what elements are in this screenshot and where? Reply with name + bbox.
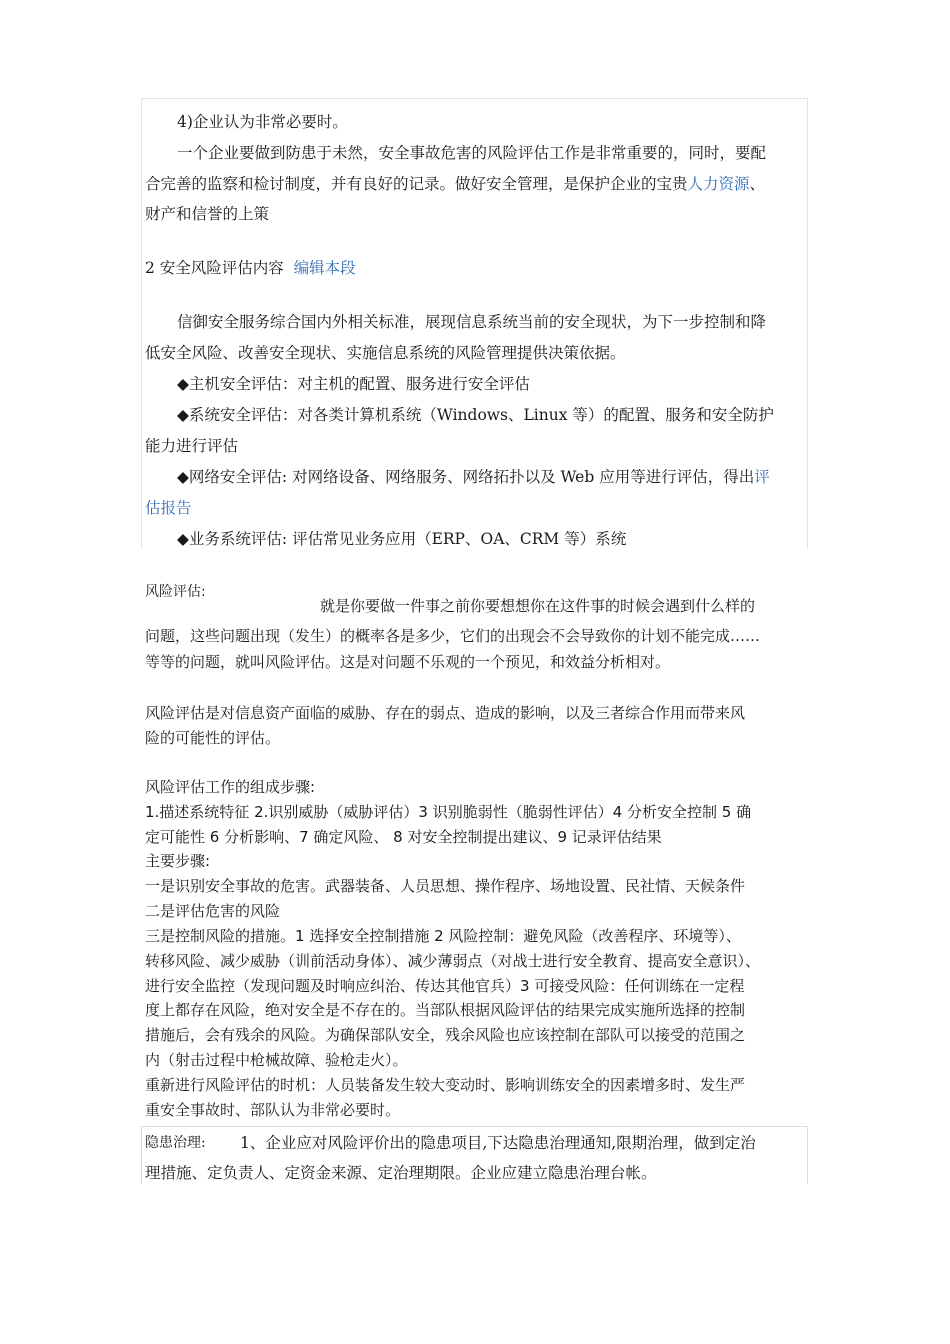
paragraph: 4)企业认为非常必要时。 [177, 113, 348, 131]
bullet-item: ◆系统安全评估：对各类计算机系统（Windows、Linux 等）的配置、服务和安全防护 [177, 406, 774, 424]
link-report-cont[interactable]: 估报告 [145, 499, 192, 517]
section-heading: 2 安全风险评估内容 编辑本段 [145, 259, 356, 277]
paragraph-line: 合完善的监察和检讨制度，并有良好的记录。做好安全管理，是保护企业的宝贵人力资源、 [145, 175, 766, 193]
steps-line: 1.描述系统特征 2.识别威胁（威胁评估）3 识别脆弱性（脆弱性评估）4 分析安全控制 5 确 [145, 803, 752, 821]
paragraph: 信御安全服务综合国内外相关标准，展现信息系统当前的安全现状，为下一步控制和降 [177, 313, 767, 331]
main-step-line: 三是控制风险的措施。1 选择安全控制措施 2 风险控制：避免风险（改善程序、环境等）、 [145, 927, 741, 945]
main-step-line: 度上都存在风险，绝对安全是不存在的。当部队根据风险评估的结果完成实施所选择的控制 [145, 1001, 746, 1019]
hazard-line: 理措施、定负责人、定资金来源、定治理期限。企业应建立隐患治理台帐。 [145, 1164, 657, 1182]
edit-section-link[interactable]: 编辑本段 [293, 259, 356, 277]
paragraph: 一个企业要做到防患于未然，安全事故危害的风险评估工作是非常重要的，同时，要配 [177, 144, 767, 162]
definition-line: 险的可能性的评估。 [145, 729, 281, 747]
main-step-line: 内（射击过程中枪械故障、验枪走火）。 [145, 1051, 408, 1069]
main-steps-title: 主要步骤: [145, 852, 211, 870]
main-step-line: 转移风险、减少威胁（训前活动身体）、减少薄弱点（对战士进行安全教育、提高安全意识）、 [145, 952, 761, 970]
definition-line: 等等的问题，就叫风险评估。这是对问题不乐观的一个预见，和效益分析相对。 [145, 653, 671, 671]
definition-line: 风险评估是对信息资产面临的威胁、存在的弱点、造成的影响，以及三者综合作用而带来风 [145, 704, 746, 722]
link-human-resources[interactable]: 人力资源 [687, 175, 750, 193]
definition-line: 就是你要做一件事之前你要想想你在这件事的时候会遇到什么样的 [320, 597, 756, 615]
reassessment-line: 重新进行风险评估的时机：人员装备发生较大变动时、影响训练安全的因素增多时、发生严 [145, 1076, 746, 1094]
steps-title: 风险评估工作的组成步骤: [145, 778, 316, 796]
reassessment-line: 重安全事故时、部队认为非常必要时。 [145, 1101, 401, 1119]
definition-line: 问题，这些问题出现（发生）的概率各是多少，它们的出现会不会导致你的计划不能完成…… [145, 627, 761, 645]
bullet-item: ◆主机安全评估：对主机的配置、服务进行安全评估 [177, 375, 530, 393]
hazard-line: 1、企业应对风险评价出的隐患项目,下达隐患治理通知,限期治理，做到定治 [240, 1134, 756, 1152]
label-hazard-control: 隐患治理: [145, 1135, 206, 1151]
paragraph-line: 低安全风险、改善安全现状、实施信息系统的风险管理提供决策依据。 [145, 344, 626, 362]
steps-line: 定可能性 6 分析影响、7 确定风险、 8 对安全控制提出建议、9 记录评估结果 [145, 828, 662, 846]
link-report[interactable]: 评 [754, 468, 770, 486]
main-step-line: 二是评估危害的风险 [145, 902, 281, 920]
paragraph-line: 财产和信誉的上策 [145, 205, 270, 223]
main-step-line: 进行安全监控（发现问题及时响应纠治、传达其他官兵）3 可接受风险：任何训练在一定程 [145, 977, 745, 995]
main-step-line: 措施后，会有残余的风险。为确保部队安全，残余风险也应该控制在部队可以接受的范围之 [145, 1026, 746, 1044]
label-risk-assessment: 风险评估: [145, 584, 206, 600]
bullet-item-cont [145, 498, 192, 518]
main-step-line: 一是识别安全事故的危害。武器装备、人员思想、操作程序、场地设置、民社情、天候条件 [145, 877, 746, 895]
bullet-item: ◆业务系统评估: 评估常见业务应用（ERP、OA、CRM 等）系统 [177, 530, 627, 548]
bullet-item-cont: 能力进行评估 [145, 437, 239, 455]
bullet-item: ◆网络安全评估: 对网络设备、网络服务、网络拓扑以及 Web 应用等进行评估，得出评 [177, 468, 770, 486]
